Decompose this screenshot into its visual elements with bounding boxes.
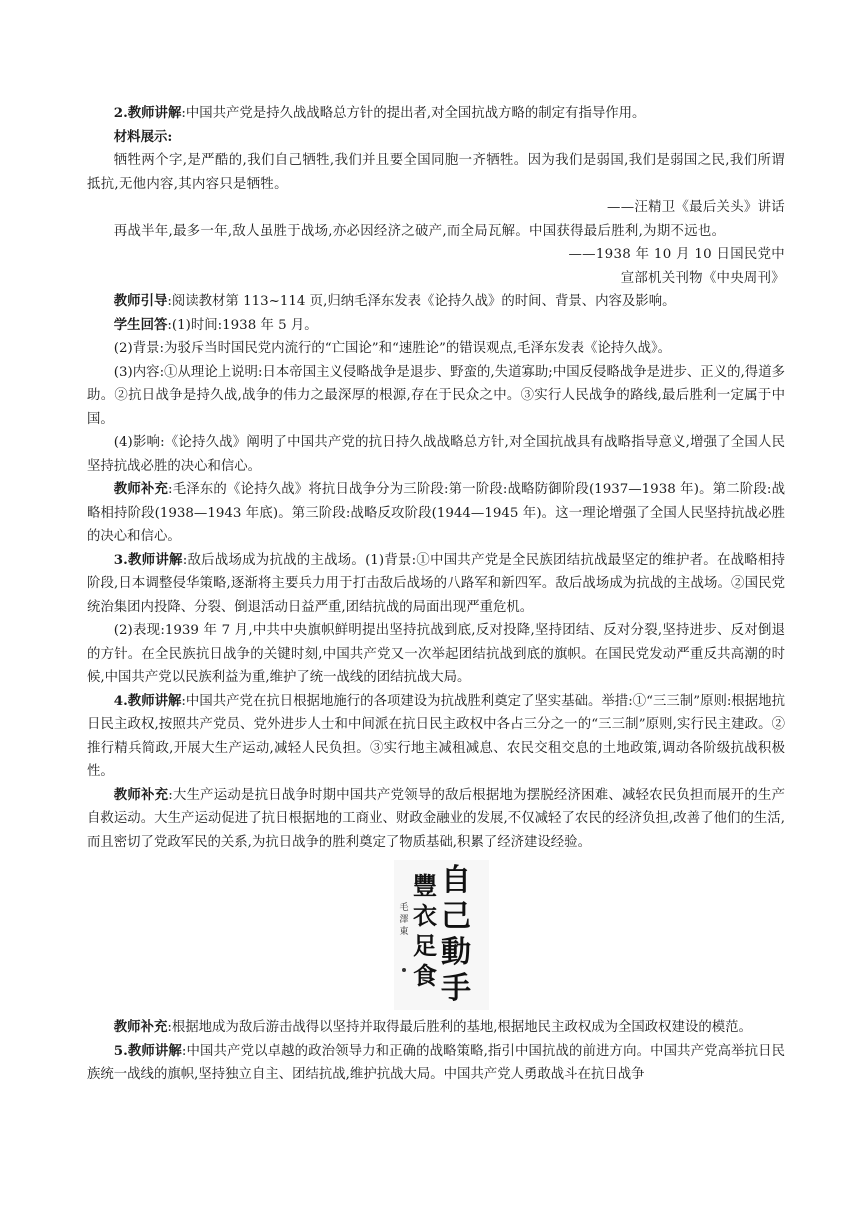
supplement-text: :大生产运动是抗日战争时期中国共产党领导的敌后根据地为摆脱经济困难、减轻农民负担而展开的生产自救运动。大生产运动促进了抗日根据地的工商业、财政金融业的发展,不仅减轻了农民的经济负担,改善了他们的生活,而且密切了党政军民的关系,为抗日战争的胜利奠定了物质基础,积累了经济建设经验。 bbox=[87, 787, 786, 850]
section-text: :中国共产党以卓越的政治领导力和正确的战略策略,指引中国抗战的前进方向。中国共产党高举抗日民族统一战线的旗帜,坚持独立自主、团结抗战,维护抗战大局。中国共产党人勇敢战斗在抗日战争 bbox=[87, 1043, 786, 1082]
seal-dot bbox=[402, 968, 406, 972]
section-3 bbox=[87, 549, 785, 620]
document-body bbox=[87, 102, 785, 1087]
calligraphy-char: 豐 bbox=[413, 871, 437, 900]
supplement-text: :毛泽东的《论持久战》将抗日战争分为三阶段:第一阶段:战略防御阶段(1937—1938 年)。第二阶段:战略相持阶段(1938—1943 年底)。第三阶段:战略反攻阶段(1944—1945 年)。这一理论增强了全国人民坚持抗战必胜的决心和信心。 bbox=[87, 482, 785, 544]
signature-char: 澤 bbox=[399, 915, 409, 925]
supplement-text: :根据地成为敌后游击战得以坚持并取得最后胜利的基地,根据地民主政权成为全国政权建设的模范。 bbox=[167, 1020, 752, 1035]
section-2 bbox=[87, 102, 785, 126]
section-label: 2.教师讲解 bbox=[113, 105, 182, 121]
teacher-supplement-3 bbox=[87, 1016, 785, 1040]
section-label: 4.教师讲解 bbox=[113, 692, 182, 709]
calligraphy-char: 手 bbox=[441, 971, 471, 1006]
section-5 bbox=[87, 1040, 785, 1087]
signature-char: 毛 bbox=[399, 903, 409, 913]
calligraphy-char: 食 bbox=[413, 961, 437, 990]
answer-content: (3)内容:①从理论上说明:日本帝国主义侵略战争是退步、野蛮的,失道寡助;中国反侵略战争是进步、正义的,得道多助。②抗日战争是持久战,战争的伟力之最深厚的根源,存在于民众之中。③实行人民战争的路线,最后胜利一定属于中国。 bbox=[87, 364, 785, 427]
student-answer bbox=[87, 314, 785, 338]
section-label: 3.教师讲解 bbox=[113, 551, 183, 568]
quote-1: 牺牲两个字,是严酷的,我们自己牺牲,我们并且要全国同胞一齐牺牲。因为我们是弱国,我们是弱国之民,我们所谓抵抗,无他内容,其内容只是牺牲。 bbox=[87, 153, 785, 192]
calligraphy-char: 自 bbox=[441, 863, 471, 898]
section-text: :敌后战场成为抗战的主战场。(1)背景:①中国共产党是全民族团结抗战最坚定的维护者。在战略相持阶段,日本调整侵华策略,逐渐将主要兵力用于打击敌后战场的八路军和新四军。敌后战场成为抗战的主战场。②国民党统治集团内投降、分裂、倒退活动日益严重,团结抗战的局面出现严重危机。 bbox=[87, 552, 785, 615]
section-3-performance: (2)表现:1939 年 7 月,中共中央旗帜鲜明提出坚持抗战到底,反对投降,坚持团结、反对分裂,坚持进步、反对倒退的方针。在全民族抗日战争的关键时刻,中国共产党又一次举起团结抗战到底的旗帜。在国民党发动严重反共高潮的时候,中国共产党以民族利益为重,维护了统一战线的团结抗战大局。 bbox=[87, 623, 785, 685]
section-text: :中国共产党是持久战战略总方针的提出者,对全国抗战方略的制定有指导作用。 bbox=[181, 106, 646, 121]
section-4 bbox=[87, 690, 785, 784]
answer-label: 学生回答 bbox=[113, 316, 168, 333]
calligraphy-char: 動 bbox=[441, 935, 471, 970]
section-text: :中国共产党在抗日根据地施行的各项建设为抗战胜利奠定了坚实基础。举措:①“三三制”原则:根据地抗日民主政权,按照共产党员、党外进步人士和中间派在抗日民主政权中各占三分之一的“三三制”原则,实行民主建政。②推行精兵简政,开展大生产运动,减轻人民负担。③实行地主减租减息、农民交租交息的土地政策,调动各阶级抗战积极性。 bbox=[87, 693, 785, 779]
calligraphy-char: 衣 bbox=[413, 901, 437, 930]
supplement-label: 教师补充 bbox=[113, 1019, 168, 1035]
quote-1-source: ——汪精卫《最后关头》讲话 bbox=[607, 200, 785, 215]
calligraphy-char: 己 bbox=[441, 899, 471, 934]
teacher-supplement-2 bbox=[87, 784, 785, 855]
quote-2-source-line1: ——1938 年 10 月 10 日国民党中 bbox=[568, 247, 785, 262]
supplement-label: 教师补充 bbox=[113, 481, 169, 497]
answer-text: :(1)时间:1938 年 5 月。 bbox=[167, 317, 318, 333]
answer-background: (2)背景:为驳斥当时国民党内流行的“亡国论”和“速胜论”的错误观点,毛泽东发表《论持久战》。 bbox=[113, 341, 672, 356]
guide-text: :阅读教材第 113~114 页,归纳毛泽东发表《论持久战》的时间、背景、内容及影响。 bbox=[167, 294, 676, 309]
calligraphy-image bbox=[87, 860, 785, 1010]
section-label: 5.教师讲解 bbox=[113, 1042, 182, 1059]
supplement-label: 教师补充 bbox=[113, 786, 169, 803]
material-label: 材料展示: bbox=[113, 128, 173, 145]
calligraphy-artwork bbox=[394, 860, 489, 1010]
teacher-supplement-1 bbox=[87, 478, 785, 549]
signature-char: 東 bbox=[399, 927, 409, 937]
guide-label: 教师引导 bbox=[113, 293, 168, 309]
quote-2-source-line2: 宣部机关刊物《中央周刊》 bbox=[620, 270, 785, 286]
teacher-guide bbox=[87, 290, 785, 314]
answer-impact: (4)影响:《论持久战》阐明了中国共产党的抗日持久战战略总方针,对全国抗战具有战略指导意义,增强了全国人民坚持抗战必胜的决心和信心。 bbox=[87, 435, 785, 474]
quote-2: 再战半年,最多一年,敌人虽胜于战场,亦必因经济之破产,而全局瓦解。中国获得最后胜利,为期不远也。 bbox=[113, 223, 726, 239]
calligraphy-char: 足 bbox=[413, 931, 437, 960]
